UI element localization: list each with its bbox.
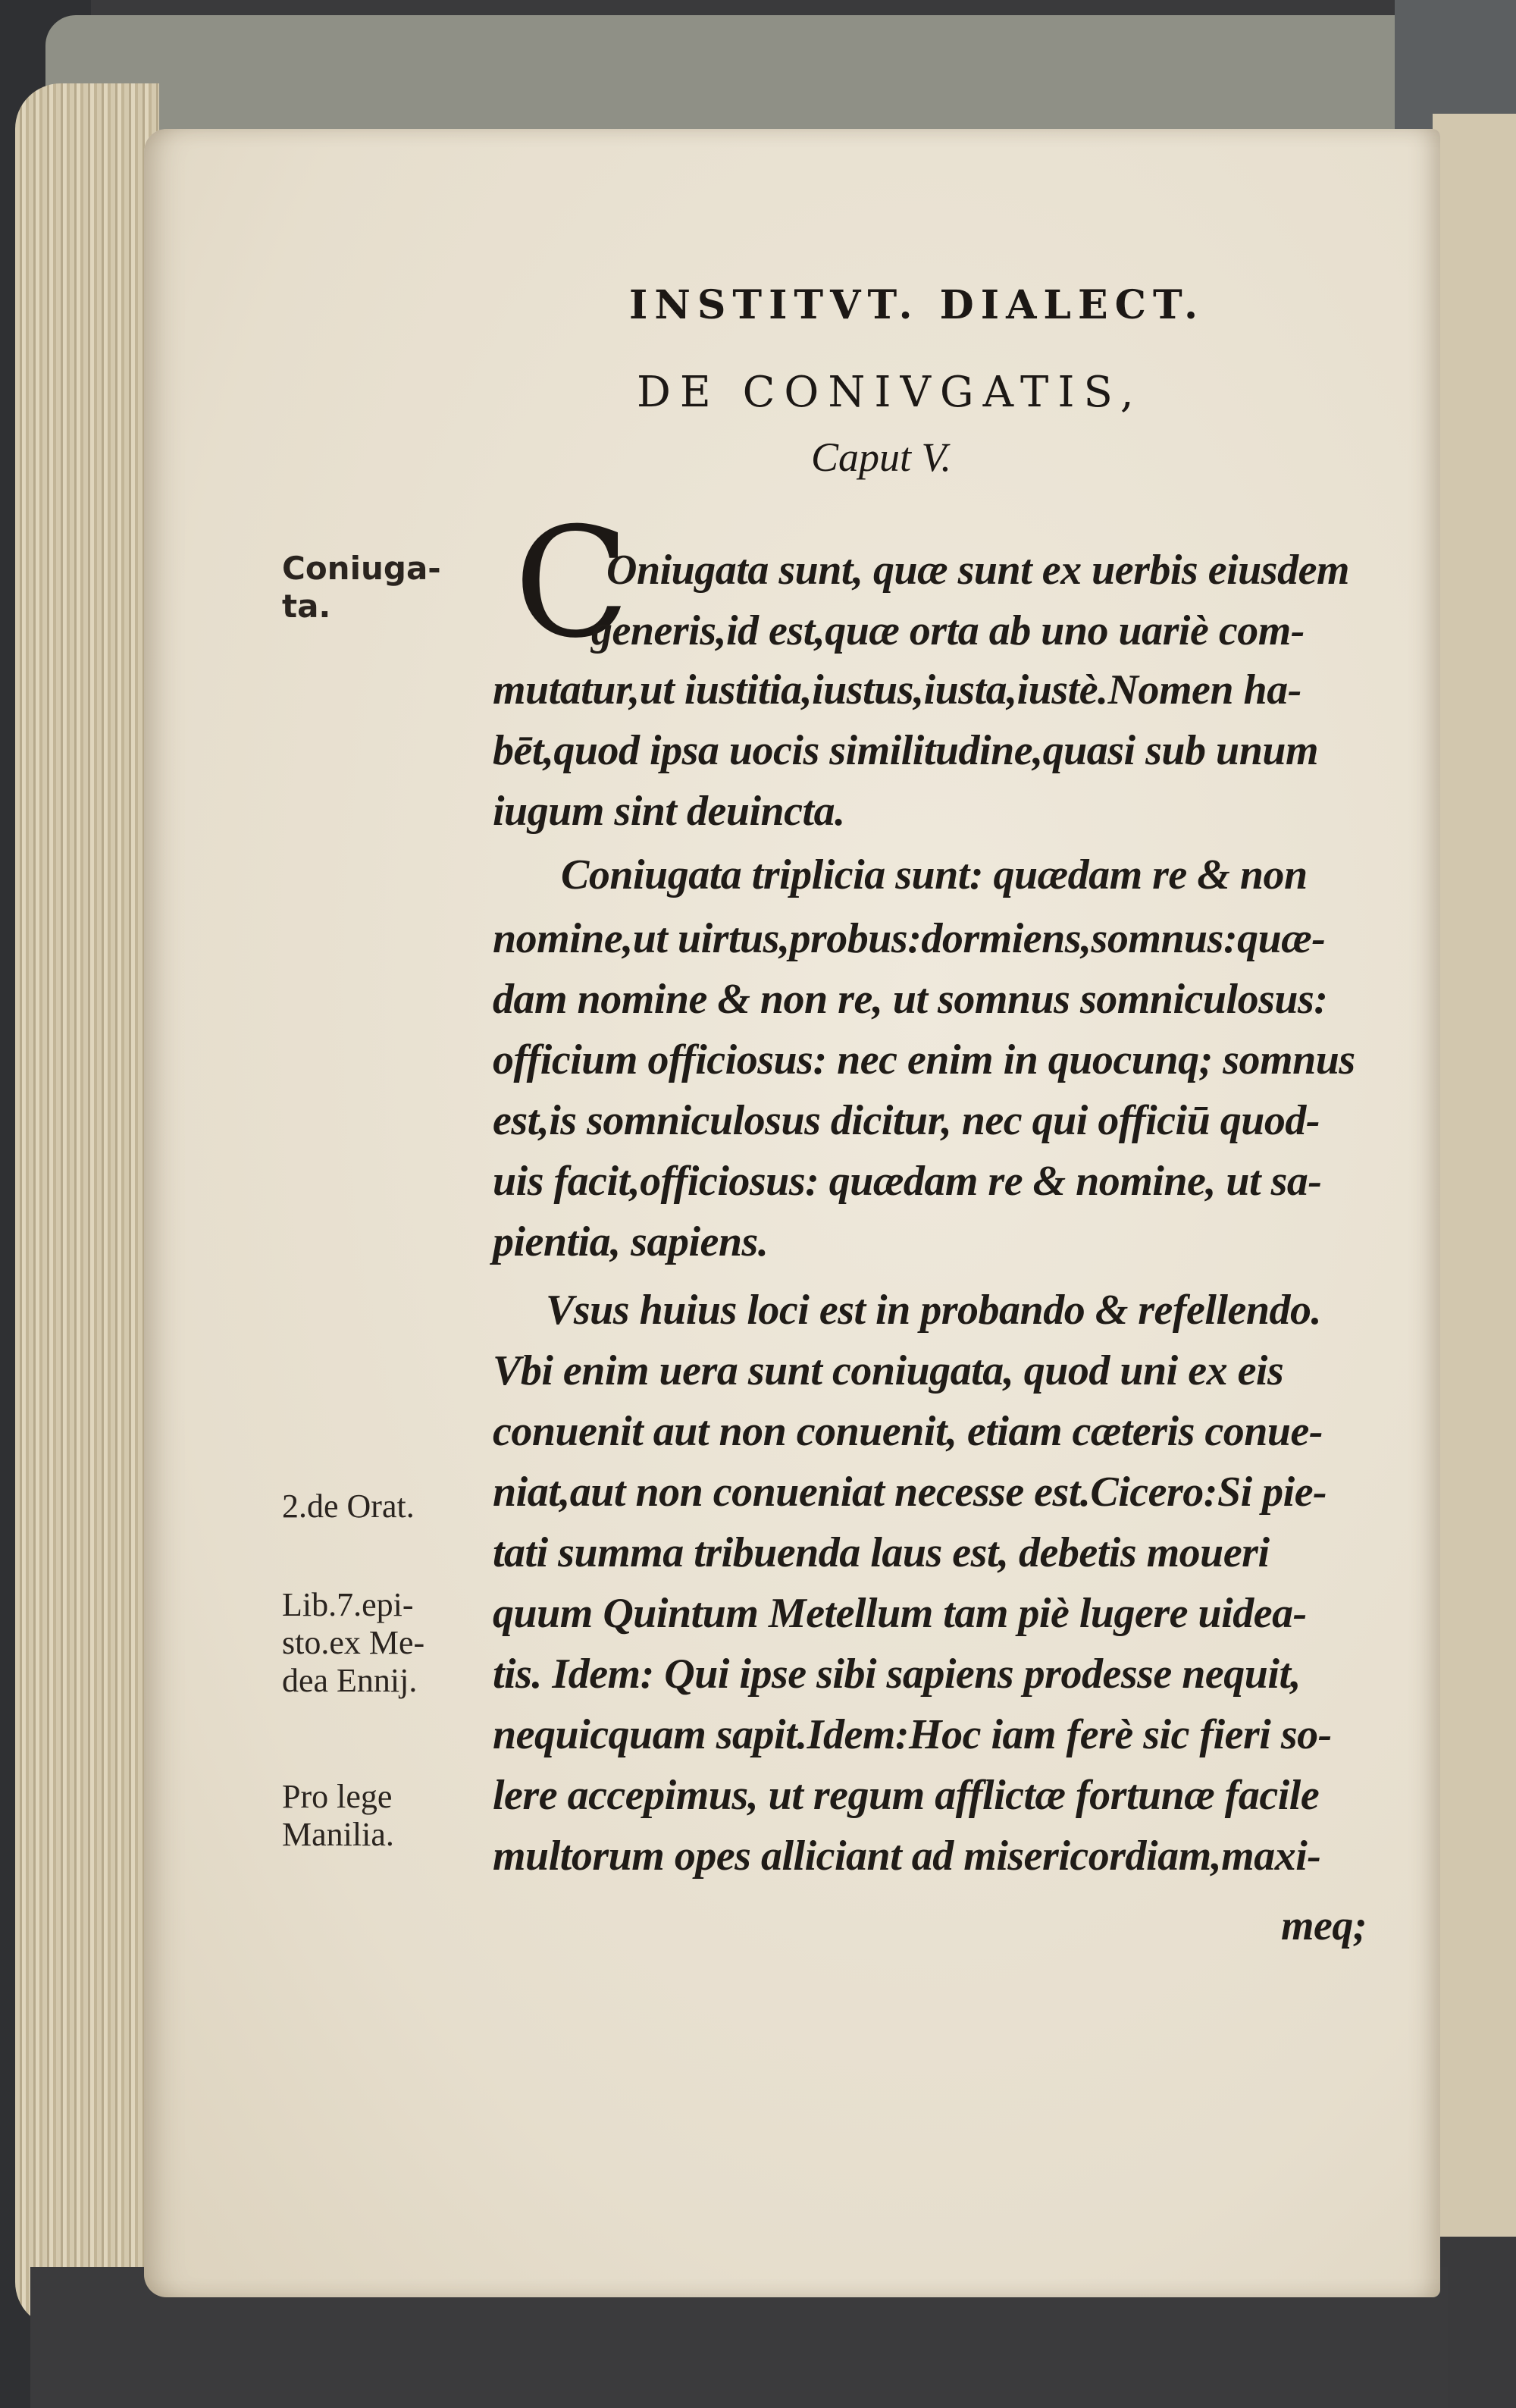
facing-page-edge [1433,114,1516,2237]
text-line: tis. Idem: Qui ipse sibi sapiens prodesse nequit, [493,1651,1301,1698]
text-line: generis,id est,quæ orta ab uno uariè com- [591,607,1305,654]
text-line: officium officiosus: nec enim in quocunq; somnus [493,1036,1355,1083]
text-line: est,is somniculosus dicitur, nec qui officiū quod- [493,1097,1320,1144]
margin-note: Coniuga- ta. [282,550,441,625]
text-line: iugum sint deuincta. [493,788,845,835]
text-line: quum Quintum Metellum tam piè lugere uideа- [493,1590,1307,1637]
book-cover-top [45,15,1471,144]
text-line: dam nomine & non re, ut somnus somniculosus: [493,976,1328,1023]
text-line: nomine,ut uirtus,probus:dormiens,somnus:quæ- [493,915,1326,962]
margin-note: Lib.7.epi- sto.ex Me- dea Ennij. [282,1586,425,1699]
drop-cap-initial: C [514,495,631,672]
text-line: uis facit,officiosus: quædam re & nomine, ut sa- [493,1158,1322,1205]
page-block-edges [15,83,159,2328]
margin-note: 2.de Orat. [282,1488,415,1525]
text-line: Coniugata triplicia sunt: quædam re & non [561,851,1308,898]
text-line: Vsus huius loci est in probando & refellendo. [546,1287,1322,1334]
text-line: niat,aut non conueniat necesse est.Cicero:Si pie- [493,1469,1327,1516]
text-line: multorum opes alliciant ad misericordiam,maxi- [493,1833,1321,1880]
text-line: bēt,quod ipsa uocis similitudine,quasi sub unum [493,727,1319,774]
text-line: Vbi enim uera sunt coniugata, quod uni ex eis [493,1347,1284,1394]
text-line: lere accepimus, ut regum afflictæ fortunæ facile [493,1772,1320,1819]
text-line: mutatur,ut iustitia,iustus,iusta,iustè.Nomen ha- [493,666,1301,713]
text-line: Oniugata sunt, quæ sunt ex uerbis eiusdem [606,547,1349,594]
text-line: tati summa tribuenda laus est, debetis moueri [493,1529,1270,1576]
text-line: pientia, sapiens. [493,1218,769,1265]
text-line: conuenit aut non conuenit, etiam cæteris conue- [493,1408,1323,1455]
catchword: meq; [1281,1902,1367,1949]
chapter-title: DE CONIVGATIS, [637,368,1143,417]
text-line: nequicquam sapit.Idem:Hoc iam ferè sic fieri so- [493,1711,1332,1758]
chapter-number: Caput V. [811,434,952,480]
running-head: INSTITVT. DIALECT. [629,282,1205,328]
margin-note: Pro lege Manilia. [282,1778,394,1853]
